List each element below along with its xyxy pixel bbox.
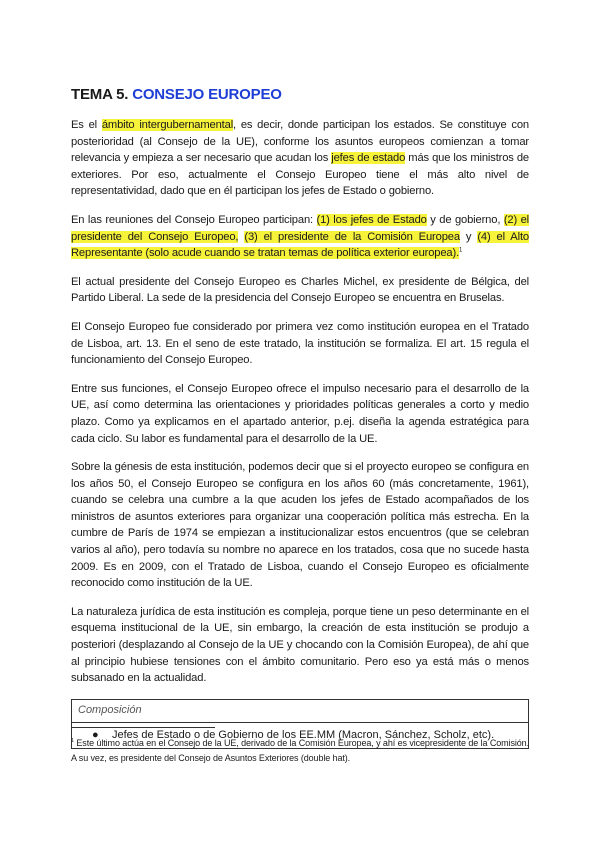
paragraph-6: Sobre la génesis de esta institución, podemos decir que si el proyecto europeo se configura en los años 50, el Consejo Europeo se configura en los años 60 (más concretamente, 1961), cuando se celebra una cumbre a la que acuden los jefes de Estado acompañados de los ministros de asuntos exteriores para organizar una cooperación política más estrecha. En la cumbre de París de 1974 se empiezan a institucionalizar estos encuentros (que se celebran varios al año), pero todavía su nombre no aparece en los tratados, cosa que no sucede hasta 2009. Es en 2009, con el Tratado de Lisboa, cuando el Consejo Europeo es oficialmente reconocido como institución de la UE.	[71, 461, 529, 590]
footnote-ref[interactable]: 1	[459, 247, 463, 254]
highlight-run: (1) los jefes de Estado	[316, 213, 427, 226]
paragraph-2	[71, 212, 529, 262]
paragraph-5: Entre sus funciones, el Consejo Europeo ofrece el impulso necesario para el desarrollo de la UE, así como determina las orientaciones y prioridades políticas generales a corto y medio plazo. Como ya explicamos en el apartado anterior, p.ej. diseña la agenda estratégica para cada ciclo. Su labor es fundamental para el desarrollo de la UE.	[71, 382, 529, 445]
text-run: , es decir, donde participan los estados. Se constituye con posterioridad (al Consejo de la UE), conforme los asuntos europeos comienzan a tomar relevancia y empieza a ser necesario que acudan los	[71, 119, 529, 165]
text-run: Es el	[71, 119, 102, 131]
paragraph-1	[71, 117, 529, 200]
text-run: y	[459, 230, 478, 243]
highlight-run: (4) el Alto Representante (solo acude cuando se tratan temas de política exterior europea).	[71, 230, 529, 260]
composition-header: Composición	[72, 700, 528, 723]
paragraph-7: La naturaleza jurídica de esta institución es compleja, porque tiene un peso determinante en el esquema institucional de la UE, sin embargo, la creación de esta institución se produjo a posteriori (desplazando al Consejo de la UE y chocando con la Comisión Europea), de ahí que al principio hubiese tensiones con el ámbito comunitario. Pero eso ya está más o menos subsanado en la actualidad.	[71, 605, 529, 685]
footnote-text: Este último actúa en el Consejo de la UE, derivado de la Comisión Europea, y ahí es vicepresidente de la Comisión. A su vez, es presidente del Consejo de Asuntos Exteriores (double hat).	[71, 738, 529, 763]
highlight-run: ámbito intergubernamental	[101, 119, 234, 131]
bullet-icon: ●	[92, 728, 99, 741]
title-name: CONSEJO EUROPEO	[132, 86, 282, 103]
highlight-run: jefes de estado	[331, 152, 406, 165]
document-page	[71, 86, 529, 749]
composition-item-text: Jefes de Estado o de Gobierno de los EE.MM (Macron, Sánchez, Scholz, etc).	[112, 728, 495, 741]
footnote	[71, 736, 529, 766]
paragraph-4: El Consejo Europeo fue considerado por primera vez como institución europea en el Tratado de Lisboa, art. 13. En el seno de este tratado, la institución se formaliza. El art. 15 regula el funcionamiento del Consejo Europeo.	[71, 320, 529, 367]
page-title	[71, 86, 529, 103]
title-prefix: TEMA 5.	[71, 86, 129, 103]
text-run: En las reuniones del Consejo Europeo participan:	[71, 213, 317, 226]
text-run: y de gobierno,	[426, 213, 504, 226]
text-run: más que los ministros de exteriores. Por eso, actualmente el Consejo Europeo tiene el más alto nivel de representatividad, dado que en él participan los jefes de Estado o gobierno.	[71, 152, 529, 198]
paragraph-3: El actual presidente del Consejo Europeo es Charles Michel, ex presidente de Bélgica, del Partido Liberal. La sede de la presidencia del Consejo Europeo se encuentra en Bruselas.	[71, 275, 529, 305]
highlight-run: (3) el presidente de la Comisión Europea	[244, 230, 460, 243]
footnote-number: 1	[71, 738, 74, 744]
highlight-run: (2) el presidente del Consejo Europeo,	[71, 213, 530, 243]
footnote-divider	[71, 727, 215, 728]
